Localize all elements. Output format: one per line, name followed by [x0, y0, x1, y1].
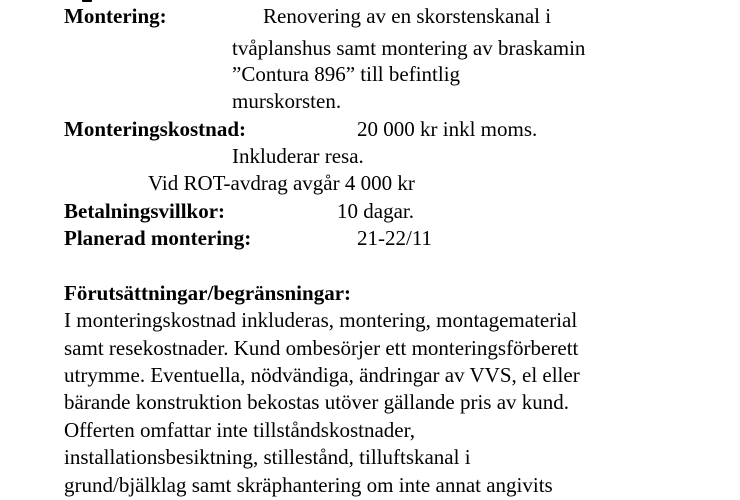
montering-label: Montering:: [64, 4, 167, 28]
planerad-montering-label: Planerad montering:: [64, 226, 252, 250]
montering-text-4: murskorsten.: [232, 89, 342, 113]
forutsattningar-line-7: grund/bjälklag samt skräphantering om inte annat angivits: [64, 473, 553, 497]
forutsattningar-heading: Förutsättningar/begränsningar:: [64, 281, 352, 305]
monteringskostnad-note: Inkluderar resa.: [232, 144, 364, 168]
rot-avdrag-text: Vid ROT-avdrag avgår 4 000 kr: [148, 171, 415, 195]
betalningsvillkor-label: Betalningsvillkor:: [64, 199, 226, 223]
betalningsvillkor-value: 10 dagar.: [337, 199, 414, 223]
forutsattningar-line-3: utrymme. Eventuella, nödvändiga, ändringar av VVS, el eller: [64, 363, 580, 387]
montering-text-1: Renovering av en skorstenskanal i: [263, 4, 552, 28]
forutsattningar-line-5: Offerten omfattar inte tillståndskostnader,: [64, 418, 416, 442]
monteringskostnad-label: Monteringskostnad:: [64, 117, 247, 141]
forutsattningar-line-4: bärande konstruktion bekostas utöver gällande pris av kund.: [64, 390, 570, 414]
planerad-montering-value: 21-22/11: [357, 226, 433, 250]
cropped-line-fragment: [82, 0, 92, 2]
monteringskostnad-value: 20 000 kr inkl moms.: [357, 117, 538, 141]
forutsattningar-line-6: installationsbesiktning, stillestånd, tilluftskanal i: [64, 445, 471, 469]
forutsattningar-line-2: samt resekostnader. Kund ombesörjer ett monteringsförberett: [64, 336, 579, 360]
montering-text-2: tvåplanshus samt montering av braskamin: [232, 36, 586, 60]
forutsattningar-line-1: I monteringskostnad inkluderas, montering, montagematerial: [64, 308, 578, 332]
montering-text-3: ”Contura 896” till befintlig: [232, 62, 461, 86]
